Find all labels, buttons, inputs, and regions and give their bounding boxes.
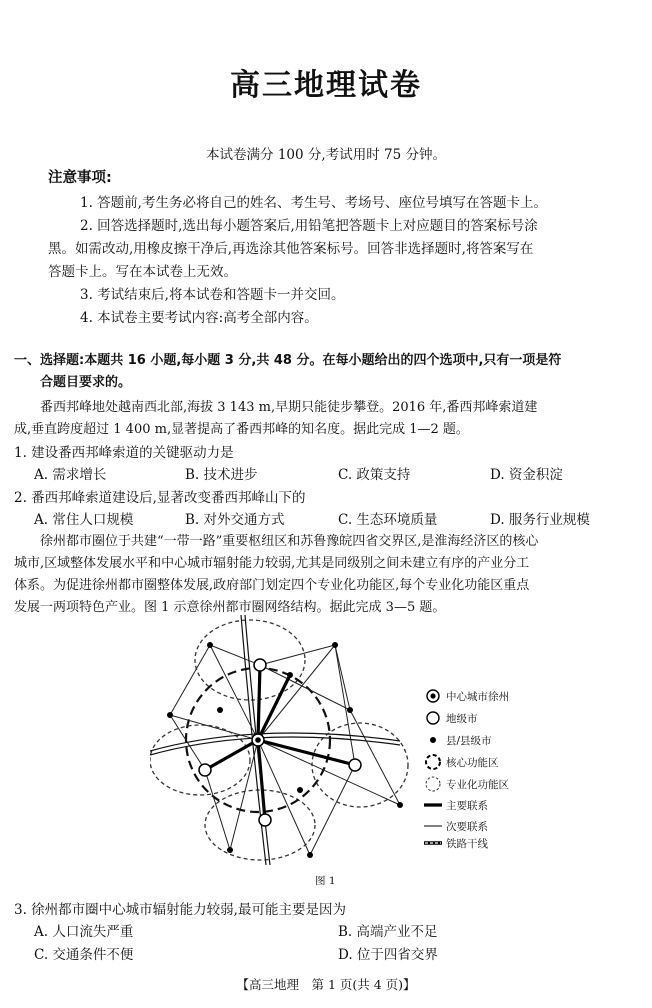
legend-center-city: 中心城市徐州: [446, 691, 509, 703]
notice-line-6: 4. 本试卷主要考试内容:高考全部内容。: [80, 310, 318, 326]
q2-option-c: C. 生态环境质量: [338, 512, 438, 528]
legend-special-zone: 专业化功能区: [446, 779, 509, 791]
q2-option-d: D. 服务行业规模: [490, 512, 590, 528]
notice-line-2: 2. 回答选择题时,选出每小题答案后,用铅笔把答题卡上对应题目的答案标号涂: [80, 218, 538, 234]
q1-option-b: B. 技术进步: [185, 467, 258, 483]
legend-core-zone: 核心功能区: [446, 757, 499, 769]
q1-option-a: A. 需求增长: [34, 467, 107, 483]
notice-line-4: 答题卡上。写在本试卷上无效。: [48, 264, 237, 280]
section-heading-cont: 合题目要求的。: [40, 375, 132, 390]
page-footer: 【高三地理 第 1 页(共 4 页)】: [236, 977, 416, 992]
passage-1-line-2: 成,垂直跨度超过 1 400 m,显著提高了番西邦峰的知名度。据此完成 1—2 题。: [14, 422, 469, 437]
passage-2-line-2: 城市,区域整体发展水平和中心城市辐射能力较弱,尤其是同级别之间未建立有序的产业分工: [14, 556, 530, 571]
notice-line-1: 1. 答题前,考生务必将自己的姓名、考生号、考场号、座位号填写在答题卡上。: [80, 195, 547, 211]
legend-railway: 铁路干线: [446, 838, 488, 850]
notice-line-5: 3. 考试结束后,将本试卷和答题卡一并交回。: [80, 287, 345, 303]
q3-option-c: C. 交通条件不便: [34, 947, 134, 963]
q3-option-a: A. 人口流失严重: [34, 924, 134, 940]
legend-secondary-link: 次要联系: [446, 821, 488, 833]
q2-option-b: B. 对外交通方式: [185, 512, 285, 528]
notice-line-3: 黑。如需改动,用橡皮擦干净后,再选涂其他答案标号。回答非选择题时,将答案写在: [48, 241, 534, 257]
q1-stem: 1. 建设番西邦峰索道的关键驱动力是: [14, 445, 234, 461]
legend-county: 县/县级市: [446, 735, 492, 747]
q1-option-d: D. 资金积淀: [490, 467, 563, 483]
railways: [150, 615, 400, 865]
q3-stem: 3. 徐州都市圈中心城市辐射能力较弱,最可能主要是因为: [14, 902, 346, 918]
q3-option-d: D. 位于四省交界: [338, 947, 438, 963]
q1-option-c: C. 政策支持: [338, 467, 411, 483]
q3-option-b: B. 高端产业不足: [338, 924, 438, 940]
network-diagram: [150, 615, 410, 865]
legend-main-link: 主要联系: [446, 800, 488, 812]
figure-caption: 图 1: [315, 875, 336, 887]
q2-stem: 2. 番西邦峰索道建设后,显著改变番西邦峰山下的: [14, 490, 306, 506]
secondary-links: [170, 645, 400, 855]
legend-symbols: [424, 686, 444, 846]
special-zones: [150, 620, 408, 860]
exam-info: 本试卷满分 100 分,考试用时 75 分钟。: [206, 147, 446, 163]
passage-2-line-3: 体系。为促进徐州都市圈整体发展,政府部门划定四个专业化功能区,每个专业化功能区重点: [14, 578, 530, 593]
special-zone-north: [195, 620, 305, 700]
section-heading: 一、选择题:本题共 16 小题,每小题 3 分,共 48 分。在每小题给出的四个选项中,只有一项是符: [14, 353, 562, 368]
figure-legend: [424, 686, 534, 850]
q2-option-a: A. 常住人口规模: [34, 512, 134, 528]
passage-1-line-1: 番西邦峰地处越南西北部,海拔 3 143 m,早期只能徒步攀登。2016 年,番西邦峰索道建: [40, 400, 538, 415]
main-links: [205, 665, 355, 820]
legend-prefecture-city: 地级市: [446, 713, 478, 725]
passage-2-line-1: 徐州都市圈位于共建“一带一路”重要枢纽区和苏鲁豫皖四省交界区,是淮海经济区的核心: [40, 534, 539, 549]
passage-2-line-4: 发展一两项特色产业。图 1 示意徐州都市圈网络结构。据此完成 3—5 题。: [14, 600, 446, 615]
notice-heading: 注意事项:: [48, 170, 112, 186]
page-title: 高三地理试卷: [230, 68, 422, 103]
